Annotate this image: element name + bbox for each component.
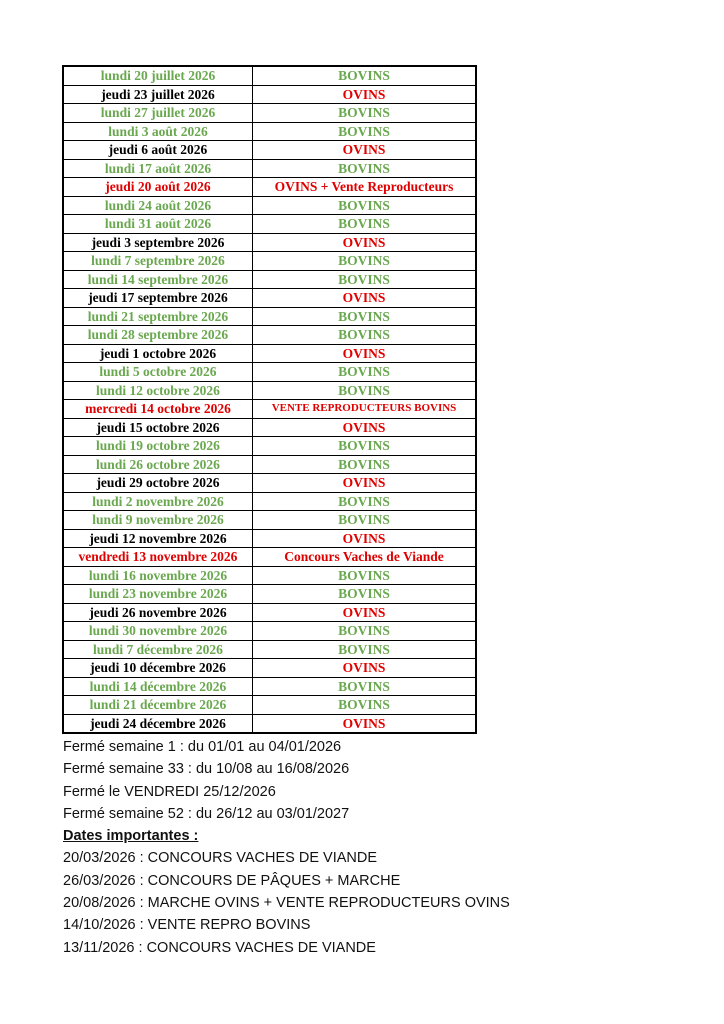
schedule-date-cell: jeudi 26 novembre 2026	[63, 603, 253, 622]
schedule-date-cell: lundi 16 novembre 2026	[63, 566, 253, 585]
schedule-row	[63, 640, 476, 659]
important-date: 20/03/2026 : CONCOURS VACHES DE VIANDE	[63, 850, 378, 867]
schedule-date-cell: lundi 2 novembre 2026	[63, 492, 253, 511]
schedule-type-cell: OVINS	[253, 603, 477, 622]
schedule-row	[63, 474, 476, 493]
schedule-type-cell: OVINS	[253, 659, 477, 678]
schedule-date-cell: jeudi 10 décembre 2026	[63, 659, 253, 678]
schedule-date-cell: lundi 3 août 2026	[63, 122, 253, 141]
schedule-row	[63, 307, 476, 326]
schedule-date-cell: lundi 27 juillet 2026	[63, 104, 253, 123]
schedule-type-cell: OVINS	[253, 141, 477, 160]
schedule-row	[63, 603, 476, 622]
schedule-type-cell: BOVINS	[253, 455, 477, 474]
schedule-type-cell: OVINS	[253, 529, 477, 548]
schedule-type-cell: BOVINS	[253, 677, 477, 696]
schedule-date-cell: jeudi 12 novembre 2026	[63, 529, 253, 548]
closure-note: Fermé semaine 33 : du 10/08 au 16/08/2026	[63, 761, 350, 778]
schedule-date-cell: lundi 9 novembre 2026	[63, 511, 253, 530]
schedule-row	[63, 196, 476, 215]
schedule-row	[63, 159, 476, 178]
schedule-row	[63, 400, 476, 419]
closure-note: Fermé le VENDREDI 25/12/2026	[63, 783, 276, 800]
schedule-date-cell: lundi 21 septembre 2026	[63, 307, 253, 326]
schedule-type-cell: OVINS	[253, 233, 477, 252]
schedule-type-cell: BOVINS	[253, 326, 477, 345]
schedule-date-cell: jeudi 6 août 2026	[63, 141, 253, 160]
schedule-type-cell: BOVINS	[253, 252, 477, 271]
schedule-date-cell: lundi 7 septembre 2026	[63, 252, 253, 271]
schedule-row	[63, 178, 476, 197]
schedule-row	[63, 381, 476, 400]
schedule-row	[63, 677, 476, 696]
schedule-type-cell: BOVINS	[253, 622, 477, 641]
schedule-type-cell: BOVINS	[253, 122, 477, 141]
schedule-date-cell: lundi 31 août 2026	[63, 215, 253, 234]
schedule-type-cell: OVINS	[253, 474, 477, 493]
schedule-date-cell: lundi 14 septembre 2026	[63, 270, 253, 289]
schedule-type-cell: BOVINS	[253, 363, 477, 382]
schedule-row	[63, 363, 476, 382]
schedule-type-cell: BOVINS	[253, 585, 477, 604]
schedule-date-cell: lundi 23 novembre 2026	[63, 585, 253, 604]
schedule-type-cell: BOVINS	[253, 196, 477, 215]
schedule-date-cell: lundi 7 décembre 2026	[63, 640, 253, 659]
schedule-type-cell: BOVINS	[253, 437, 477, 456]
schedule-type-cell: BOVINS	[253, 307, 477, 326]
schedule-type-cell: OVINS	[253, 289, 477, 308]
schedule-row	[63, 492, 476, 511]
schedule-row	[63, 344, 476, 363]
schedule-row	[63, 270, 476, 289]
schedule-type-cell: BOVINS	[253, 159, 477, 178]
schedule-row	[63, 529, 476, 548]
schedule-row	[63, 585, 476, 604]
schedule-body	[63, 66, 476, 733]
schedule-date-cell: jeudi 1 octobre 2026	[63, 344, 253, 363]
schedule-date-cell: jeudi 17 septembre 2026	[63, 289, 253, 308]
schedule-type-cell: BOVINS	[253, 104, 477, 123]
schedule-row	[63, 659, 476, 678]
schedule-row	[63, 622, 476, 641]
schedule-row	[63, 455, 476, 474]
schedule-date-cell: lundi 21 décembre 2026	[63, 696, 253, 715]
schedule-date-cell: lundi 26 octobre 2026	[63, 455, 253, 474]
schedule-type-cell: BOVINS	[253, 511, 477, 530]
schedule-row	[63, 714, 476, 733]
schedule-date-cell: jeudi 15 octobre 2026	[63, 418, 253, 437]
schedule-date-cell: lundi 14 décembre 2026	[63, 677, 253, 696]
schedule-row	[63, 326, 476, 345]
schedule-type-cell: OVINS	[253, 344, 477, 363]
schedule-row	[63, 252, 476, 271]
important-date: 14/10/2026 : VENTE REPRO BOVINS	[63, 917, 311, 934]
schedule-date-cell: lundi 19 octobre 2026	[63, 437, 253, 456]
schedule-row	[63, 566, 476, 585]
schedule-row	[63, 548, 476, 567]
schedule-date-cell: lundi 20 juillet 2026	[63, 66, 253, 85]
schedule-type-cell: BOVINS	[253, 640, 477, 659]
schedule-date-cell: jeudi 29 octobre 2026	[63, 474, 253, 493]
notes-section	[63, 736, 510, 959]
schedule-date-cell: jeudi 3 septembre 2026	[63, 233, 253, 252]
closure-note: Fermé semaine 52 : du 26/12 au 03/01/2027	[63, 805, 350, 822]
schedule-type-cell: OVINS	[253, 714, 477, 733]
market-schedule-table	[62, 65, 477, 734]
schedule-row	[63, 233, 476, 252]
schedule-date-cell: jeudi 20 août 2026	[63, 178, 253, 197]
schedule-type-cell: Concours Vaches de Viande	[253, 548, 477, 567]
schedule-row	[63, 289, 476, 308]
schedule-date-cell: jeudi 24 décembre 2026	[63, 714, 253, 733]
schedule-date-cell: lundi 5 octobre 2026	[63, 363, 253, 382]
schedule-type-cell: OVINS	[253, 418, 477, 437]
closure-note: Fermé semaine 1 : du 01/01 au 04/01/2026	[63, 739, 342, 755]
important-dates-heading: Dates importantes :	[63, 828, 199, 845]
schedule-type-cell: OVINS + Vente Reproducteurs	[253, 178, 477, 197]
important-date: 13/11/2026 : CONCOURS VACHES DE VIANDE	[63, 939, 376, 956]
schedule-row	[63, 104, 476, 123]
schedule-type-cell: BOVINS	[253, 492, 477, 511]
schedule-row	[63, 122, 476, 141]
schedule-row	[63, 437, 476, 456]
schedule-row	[63, 511, 476, 530]
schedule-row	[63, 418, 476, 437]
schedule-row	[63, 696, 476, 715]
schedule-type-cell: VENTE REPRODUCTEURS BOVINS	[253, 400, 477, 419]
schedule-type-cell: BOVINS	[253, 215, 477, 234]
schedule-date-cell: lundi 28 septembre 2026	[63, 326, 253, 345]
schedule-row	[63, 85, 476, 104]
schedule-date-cell: lundi 24 août 2026	[63, 196, 253, 215]
important-date: 20/08/2026 : MARCHE OVINS + VENTE REPRODUCTEURS OVINS	[63, 895, 510, 912]
schedule-date-cell: lundi 17 août 2026	[63, 159, 253, 178]
schedule-row	[63, 66, 476, 85]
schedule-row	[63, 215, 476, 234]
schedule-type-cell: BOVINS	[253, 381, 477, 400]
schedule-type-cell: BOVINS	[253, 66, 477, 85]
schedule-date-cell: jeudi 23 juillet 2026	[63, 85, 253, 104]
schedule-type-cell: BOVINS	[253, 270, 477, 289]
important-date: 26/03/2026 : CONCOURS DE PÂQUES + MARCHE	[63, 872, 401, 889]
schedule-row	[63, 141, 476, 160]
schedule-date-cell: mercredi 14 octobre 2026	[63, 400, 253, 419]
schedule-date-cell: lundi 12 octobre 2026	[63, 381, 253, 400]
schedule-type-cell: OVINS	[253, 85, 477, 104]
schedule-date-cell: lundi 30 novembre 2026	[63, 622, 253, 641]
schedule-date-cell: vendredi 13 novembre 2026	[63, 548, 253, 567]
schedule-type-cell: BOVINS	[253, 566, 477, 585]
schedule-type-cell: BOVINS	[253, 696, 477, 715]
